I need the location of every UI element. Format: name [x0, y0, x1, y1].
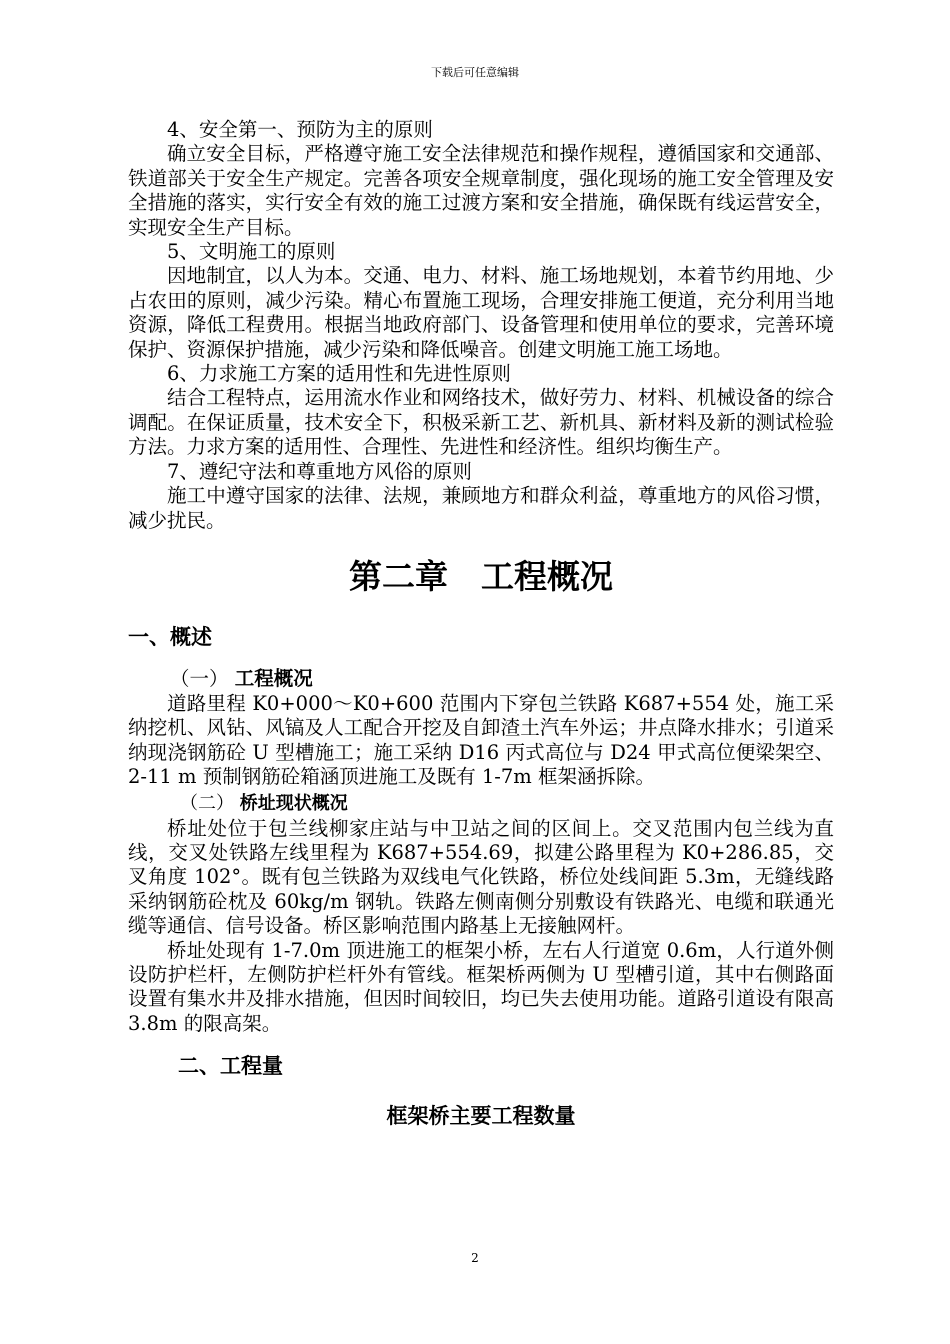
page-number: 2 — [471, 1251, 479, 1265]
principle-heading-7: 7、遵纪守法和尊重地方风俗的原则 — [167, 459, 472, 483]
site-status-paragraph: 桥址处位于包兰线柳家庄站与中卫站之间的区间上。交叉范围内包兰线为直线，交叉处铁路左线里程为 K687+554.69，拟建公路里程为 K0+286.85，交叉角度 102°。既有包兰铁路为双线电气化铁路，桥位处线间距 5.3m，无缝线路采纳钢筋砼枕及 60kg/m 钢轨。铁路左侧南侧分别敷设有铁路光、电缆和联通光缆等通信、信号设备。桥区影响范围内路基上无接触网杆。 — [128, 816, 834, 938]
subsection-heading-site — [128, 790, 834, 817]
section-heading-quantity: 二、工程量 — [178, 1054, 283, 1079]
subsection-title: 桥址现状概况 — [239, 792, 348, 814]
chapter-title: 第二章 工程概况 — [349, 556, 613, 596]
principle-paragraph-4: 确立安全目标，严格遵守施工安全法律规范和操作规程，遵循国家和交通部、铁道部关于安全生产规定。完善各项安全规章制度，强化现场的施工安全管理及安全措施的落实，实行安全有效的施工过渡方案和安全措施，确保既有线运营安全，实现安全生产目标。 — [128, 142, 834, 239]
project-overview-paragraph: 道路里程 K0+000～K0+600 范围内下穿包兰铁路 K687+554 处，施工采纳挖机、风钻、风镐及人工配合开挖及自卸渣土汽车外运；井点降水排水；引道采纳现浇钢筋砼 U 型槽施工；施工采纳 D16 丙式高位与 D24 甲式高位便梁架空、2-11 m 预制钢筋砼箱涵顶进施工及既有 1-7m 框架涵拆除。 — [128, 691, 834, 789]
subsection-title: 工程概况 — [234, 666, 313, 690]
principle-heading-4: 4、安全第一、预防为主的原则 — [167, 118, 433, 141]
subsection-number: （二） — [180, 792, 234, 814]
document-body — [128, 118, 834, 1134]
page-header-note: 下载后可任意编辑 — [431, 66, 519, 79]
principle-heading-5: 5、文明施工的原则 — [167, 240, 336, 264]
principle-paragraph-5: 因地制宜，以人为本。交通、电力、材料、施工场地规划，本着节约用地、少占农田的原则，减少污染。精心布置施工现场，合理安排施工便道，充分利用当地资源，降低工程费用。根据当地政府部门、设备管理和使用单位的要求，完善环境保护、资源保护措施，减少污染和降低噪音。创建文明施工施工场地。 — [128, 264, 834, 361]
section-heading-overview: 一、概述 — [128, 624, 212, 649]
principle-heading-6: 6、力求施工方案的适用性和先进性原则 — [167, 362, 511, 386]
principle-paragraph-7: 施工中遵守国家的法律、法规，兼顾地方和群众利益，尊重地方的风俗习惯，减少扰民。 — [128, 484, 834, 532]
existing-bridge-paragraph: 桥址处现有 1-7.0m 顶进施工的框架小桥，左右人行道宽 0.6m，人行道外侧设防护栏杆，左侧防护栏杆外有管线。框架桥两侧为 U 型槽引道，其中右侧路面设置有集水井及排水措施，但因时间较旧，均已失去使用功能。道路引道设有限高 3.8m 的限高架。 — [128, 938, 834, 1035]
table-title: 框架桥主要工程数量 — [386, 1104, 576, 1129]
subsection-number: （一） — [170, 666, 229, 690]
principle-paragraph-6: 结合工程特点，运用流水作业和网络技术，做好劳力、材料、机械设备的综合调配。在保证质量，技术安全下，积极采新工艺、新机具、新材料及新的测试检验方法。力求方案的适用性、合理性、先进性和经济性。组织均衡生产。 — [128, 386, 834, 459]
subsection-heading-project — [128, 665, 834, 692]
